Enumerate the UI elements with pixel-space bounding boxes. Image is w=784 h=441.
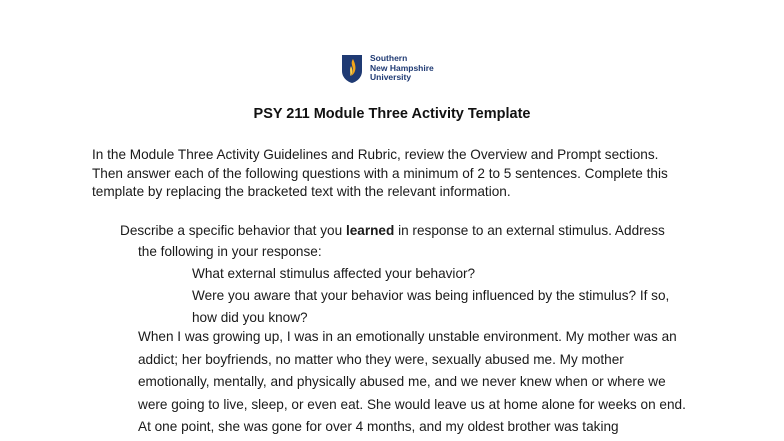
logo-line-2: New Hampshire: [370, 62, 434, 73]
university-logo: [341, 54, 434, 84]
question-2-text: Were you aware that your behavior was being influenced by the stimulus? If so,: [192, 288, 670, 303]
question-2-continuation: how did you know?: [192, 310, 308, 325]
logo-wordmark: [370, 54, 434, 83]
question-2: [192, 285, 702, 329]
answer-paragraph: When I was growing up, I was in an emotionally unstable environment. My mother was an addict; her boyfriends, no matter who they were, sexually abused me. My mother emotionally, mentally, and physically abused me, and we never knew when or where we were going to live, sleep, or even eat. She would leave us at home alone for weeks on end. At one point, she was gone for over 4 months, and my oldest brother was taking: [138, 329, 686, 435]
intro-paragraph: In the Module Three Activity Guidelines and Rubric, review the Overview and Prompt sections. Then answer each of the following questions with a minimum of 2 to 5 sentences. Complete this template by replacing the bracketed text with the relevant information.: [92, 147, 668, 199]
logo-line-3: University: [370, 72, 412, 82]
prompt-text-end: in response to an external stimulus. Address: [394, 223, 665, 238]
prompt-line-2: the following in your response:: [138, 244, 322, 259]
document-title: PSY 211 Module Three Activity Template: [253, 106, 531, 122]
logo-line-1: Southern: [370, 53, 408, 63]
prompt-text-start: Describe a specific behavior that you: [120, 223, 346, 238]
question-1: What external stimulus affected your behavior?: [192, 266, 476, 281]
prompt-bold-word: learned: [345, 223, 395, 238]
shield-flame-icon: [341, 54, 363, 84]
prompt-paragraph: [120, 220, 695, 262]
